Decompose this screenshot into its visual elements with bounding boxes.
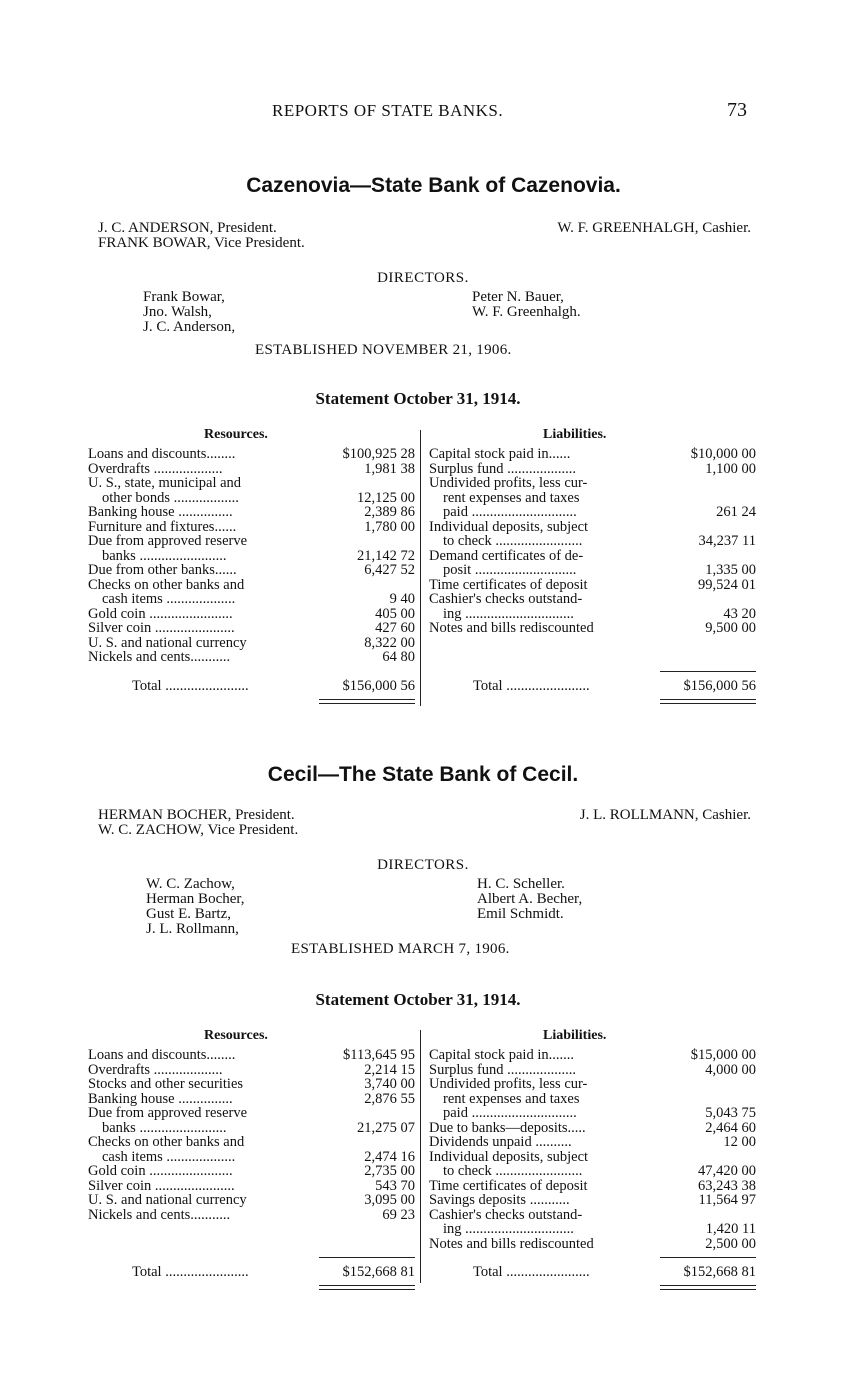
total-value: $152,668 81 xyxy=(683,1264,756,1280)
statement-row xyxy=(429,520,756,535)
statement-row xyxy=(429,1092,756,1107)
total-rule xyxy=(660,1257,756,1258)
row-label: banks ........................ xyxy=(102,1120,227,1135)
row-amount: 2,735 00 xyxy=(364,1163,415,1179)
statement-row xyxy=(88,578,415,593)
total-resources xyxy=(88,1264,415,1281)
row-amount: 21,142 72 xyxy=(357,547,415,564)
statement-row xyxy=(88,1179,415,1194)
director: Gust E. Bartz, xyxy=(146,906,231,922)
row-amount: 12 00 xyxy=(723,1134,756,1150)
statement-row xyxy=(429,505,756,520)
row-label: Overdrafts ................... xyxy=(88,1062,223,1077)
statement-row xyxy=(88,1121,415,1136)
row-label: posit ............................ xyxy=(443,563,577,578)
row-amount: $113,645 95 xyxy=(343,1047,415,1063)
statement-row xyxy=(429,1077,756,1092)
row-amount: 2,214 15 xyxy=(364,1061,415,1078)
row-label: Demand certificates of de- xyxy=(429,548,584,563)
row-amount: $15,000 00 xyxy=(690,1047,756,1063)
column-divider xyxy=(420,430,421,706)
statement-row xyxy=(88,1150,415,1165)
statement-row xyxy=(429,621,756,636)
directors-heading: DIRECTORS. xyxy=(377,270,469,286)
liabilities-heading: Liabilities. xyxy=(543,1028,607,1043)
cashier: J. L. ROLLMANN, Cashier. xyxy=(579,807,751,823)
row-label: Capital stock paid in....... xyxy=(429,1048,574,1063)
bank-title: Cazenovia—State Bank of Cazenovia. xyxy=(246,174,621,197)
row-amount: 69 23 xyxy=(382,1206,415,1223)
director: Peter N. Bauer, xyxy=(472,289,564,305)
column-divider xyxy=(420,1030,421,1283)
row-label: Time certificates of deposit xyxy=(429,577,588,592)
row-label: ing .............................. xyxy=(443,606,574,621)
president: HERMAN BOCHER, President. xyxy=(98,807,295,823)
row-label: Nickels and cents........... xyxy=(88,1207,231,1222)
row-label: Capital stock paid in...... xyxy=(429,447,571,462)
director: Frank Bowar, xyxy=(143,289,225,305)
row-label: other bonds .................. xyxy=(102,490,239,505)
total-label: Total ....................... xyxy=(473,678,590,694)
row-label: banks ........................ xyxy=(102,548,227,563)
statement-row xyxy=(88,505,415,520)
total-rule xyxy=(660,671,756,672)
statement-row xyxy=(88,650,415,665)
row-label: Silver coin ...................... xyxy=(88,1178,235,1193)
double-rule xyxy=(319,699,415,700)
double-rule xyxy=(660,703,756,704)
statement-row xyxy=(88,1106,415,1121)
row-amount: 405 00 xyxy=(375,605,415,622)
total-value: $152,668 81 xyxy=(342,1264,415,1280)
row-label: Due to banks—deposits..... xyxy=(429,1120,586,1135)
statement-row xyxy=(88,534,415,549)
row-amount: 1,335 00 xyxy=(705,562,756,578)
statement-row xyxy=(429,1164,756,1179)
page-number: 73 xyxy=(727,99,747,121)
liabilities-heading: Liabilities. xyxy=(543,427,607,442)
row-label: Undivided profits, less cur- xyxy=(429,476,588,491)
row-label: Cashier's checks outstand- xyxy=(429,592,583,607)
row-label: Surplus fund ................... xyxy=(429,461,577,476)
row-label: Banking house ............... xyxy=(88,1091,233,1106)
total-liabilities xyxy=(429,678,756,695)
total-label: Total ....................... xyxy=(132,678,249,694)
cashier: W. F. GREENHALGH, Cashier. xyxy=(557,220,751,236)
statement-row xyxy=(429,1193,756,1208)
row-label: Nickels and cents........... xyxy=(88,650,231,665)
row-amount: 2,464 60 xyxy=(705,1119,756,1136)
statement-row xyxy=(88,621,415,636)
row-label: Stocks and other securities xyxy=(88,1077,244,1092)
statement-row xyxy=(88,1193,415,1208)
row-amount: 543 70 xyxy=(375,1177,415,1194)
statement-row xyxy=(429,592,756,607)
row-label: Checks on other banks and xyxy=(88,577,245,592)
total-value: $156,000 56 xyxy=(342,678,415,694)
statement-row xyxy=(429,534,756,549)
row-label: ing .............................. xyxy=(443,1222,574,1237)
row-amount: $10,000 00 xyxy=(690,446,756,462)
statement-row xyxy=(88,1063,415,1078)
double-rule xyxy=(319,1285,415,1286)
statement-row xyxy=(88,1077,415,1092)
row-amount: 64 80 xyxy=(382,649,415,665)
statement-row xyxy=(88,1135,415,1150)
statement-row xyxy=(429,462,756,477)
statement-row xyxy=(88,1208,415,1223)
statement-row xyxy=(88,476,415,491)
resources-heading: Resources. xyxy=(204,427,268,442)
row-amount: 3,095 00 xyxy=(364,1192,415,1208)
resources-table xyxy=(88,1048,415,1222)
row-label: Loans and discounts........ xyxy=(88,1048,236,1063)
statement-row xyxy=(429,607,756,622)
row-label: Loans and discounts........ xyxy=(88,447,236,462)
president: J. C. ANDERSON, President. xyxy=(98,220,277,236)
total-rule xyxy=(319,1257,415,1258)
statement-row xyxy=(429,1179,756,1194)
statement-row xyxy=(429,1208,756,1223)
row-amount: 34,237 11 xyxy=(698,533,756,549)
statement-row xyxy=(429,447,756,462)
row-amount: 8,322 00 xyxy=(364,634,415,651)
row-amount: 21,275 07 xyxy=(357,1119,415,1136)
double-rule xyxy=(660,699,756,700)
directors-left xyxy=(143,290,235,335)
row-label: Due from approved reserve xyxy=(88,534,248,549)
statement-row xyxy=(429,1222,756,1237)
row-amount: 99,524 01 xyxy=(698,576,756,593)
double-rule xyxy=(660,1289,756,1290)
row-label: Furniture and fixtures...... xyxy=(88,519,237,534)
row-amount: 4,000 00 xyxy=(705,1061,756,1078)
row-label: Dividends unpaid .......... xyxy=(429,1135,572,1150)
row-label: paid ............................. xyxy=(443,1106,577,1121)
established-date: ESTABLISHED NOVEMBER 21, 1906. xyxy=(255,342,512,358)
statement-row xyxy=(88,462,415,477)
row-label: Due from other banks...... xyxy=(88,563,237,578)
total-resources xyxy=(88,678,415,695)
row-label: Savings deposits ........... xyxy=(429,1193,570,1208)
row-amount: 427 60 xyxy=(375,620,415,636)
statement-row xyxy=(429,549,756,564)
double-rule xyxy=(660,1285,756,1286)
row-label: Undivided profits, less cur- xyxy=(429,1077,588,1092)
row-label: to check ........................ xyxy=(443,1164,583,1179)
row-amount: 1,780 00 xyxy=(364,518,415,535)
running-title: REPORTS OF STATE BANKS. xyxy=(272,101,504,120)
row-label: rent expenses and taxes xyxy=(443,1091,580,1106)
statement-row xyxy=(88,549,415,564)
director: W. F. Greenhalgh. xyxy=(472,304,581,320)
directors-right xyxy=(472,290,581,320)
director: Herman Bocher, xyxy=(146,891,245,907)
resources-heading: Resources. xyxy=(204,1028,268,1043)
row-label: Notes and bills rediscounted xyxy=(429,621,594,636)
statement-row xyxy=(88,563,415,578)
statement-row xyxy=(429,491,756,506)
statement-row xyxy=(88,592,415,607)
director: Albert A. Becher, xyxy=(477,891,583,907)
row-amount: 1,981 38 xyxy=(364,460,415,477)
statement-row xyxy=(429,563,756,578)
row-amount: 12,125 00 xyxy=(357,489,415,506)
statement-row xyxy=(88,447,415,462)
director: W. C. Zachow, xyxy=(146,876,235,892)
row-amount: 261 24 xyxy=(716,504,756,520)
directors-left xyxy=(146,877,245,937)
row-label: Time certificates of deposit xyxy=(429,1178,588,1193)
row-label: U. S. and national currency xyxy=(88,1193,247,1208)
row-amount: 3,740 00 xyxy=(364,1076,415,1092)
row-label: Banking house ............... xyxy=(88,505,233,520)
officers-left xyxy=(98,808,298,838)
row-label: Surplus fund ................... xyxy=(429,1062,577,1077)
row-amount: 47,420 00 xyxy=(698,1163,756,1179)
double-rule xyxy=(319,703,415,704)
statement-row xyxy=(429,1048,756,1063)
total-liabilities xyxy=(429,1264,756,1281)
row-amount: 2,389 86 xyxy=(364,504,415,520)
statement-row xyxy=(88,1048,415,1063)
statement-title: Statement October 31, 1914. xyxy=(315,990,521,1009)
row-label: cash items ................... xyxy=(102,1149,236,1164)
total-label: Total ....................... xyxy=(473,1264,590,1280)
row-amount: 1,100 00 xyxy=(705,460,756,477)
row-label: U. S., state, municipal and xyxy=(88,476,242,491)
officers-left xyxy=(98,221,305,251)
statement-row xyxy=(88,1164,415,1179)
established-date: ESTABLISHED MARCH 7, 1906. xyxy=(291,941,510,957)
statement-row xyxy=(429,1106,756,1121)
statement-row xyxy=(88,607,415,622)
statement-row xyxy=(88,491,415,506)
row-label: Due from approved reserve xyxy=(88,1106,248,1121)
row-amount: 63,243 38 xyxy=(698,1177,756,1194)
director: J. C. Anderson, xyxy=(143,319,236,335)
row-label: Checks on other banks and xyxy=(88,1135,245,1150)
statement-row xyxy=(429,1237,756,1252)
row-amount: 2,474 16 xyxy=(364,1148,415,1165)
row-amount: 5,043 75 xyxy=(705,1105,756,1121)
directors-right xyxy=(477,877,582,922)
director: J. L. Rollmann, xyxy=(146,921,239,937)
statement-row xyxy=(429,1063,756,1078)
directors-heading: DIRECTORS. xyxy=(377,857,469,873)
statement-row xyxy=(429,1135,756,1150)
row-amount: 9,500 00 xyxy=(705,620,756,636)
row-label: Gold coin ....................... xyxy=(88,606,233,621)
row-label: Notes and bills rediscounted xyxy=(429,1236,594,1251)
row-label: Gold coin ....................... xyxy=(88,1164,233,1179)
statement-title: Statement October 31, 1914. xyxy=(315,389,521,408)
statement-row xyxy=(429,1150,756,1165)
resources-table xyxy=(88,447,415,665)
row-amount: 43 20 xyxy=(723,605,756,622)
row-label: Individual deposits, subject xyxy=(429,1149,589,1164)
row-label: Cashier's checks outstand- xyxy=(429,1207,583,1222)
row-amount: 11,564 97 xyxy=(698,1192,756,1208)
director: Emil Schmidt. xyxy=(477,906,564,922)
row-amount: $100,925 28 xyxy=(342,446,415,462)
row-label: to check ........................ xyxy=(443,534,583,549)
row-amount: 6,427 52 xyxy=(364,562,415,578)
row-label: cash items ................... xyxy=(102,592,236,607)
total-label: Total ....................... xyxy=(132,1264,249,1280)
row-label: Silver coin ...................... xyxy=(88,621,235,636)
statement-row xyxy=(88,520,415,535)
row-label: Overdrafts ................... xyxy=(88,461,223,476)
row-label: Individual deposits, subject xyxy=(429,519,589,534)
statement-row xyxy=(88,636,415,651)
double-rule xyxy=(319,1289,415,1290)
row-amount: 1,420 11 xyxy=(705,1221,756,1237)
vice-president: FRANK BOWAR, Vice President. xyxy=(98,235,305,251)
row-label: paid ............................. xyxy=(443,505,577,520)
row-label: rent expenses and taxes xyxy=(443,490,580,505)
statement-row xyxy=(88,1092,415,1107)
liabilities-table xyxy=(429,1048,756,1251)
statement-row xyxy=(429,476,756,491)
liabilities-table xyxy=(429,447,756,636)
row-amount: 2,876 55 xyxy=(364,1090,415,1107)
bank-title: Cecil—The State Bank of Cecil. xyxy=(267,763,579,786)
total-value: $156,000 56 xyxy=(683,678,756,694)
statement-row xyxy=(429,578,756,593)
director: H. C. Scheller. xyxy=(477,876,565,892)
row-label: U. S. and national currency xyxy=(88,635,247,650)
statement-row xyxy=(429,1121,756,1136)
row-amount: 9 40 xyxy=(389,591,415,607)
vice-president: W. C. ZACHOW, Vice President. xyxy=(98,822,299,838)
row-amount: 2,500 00 xyxy=(705,1235,756,1252)
director: Jno. Walsh, xyxy=(143,304,212,320)
